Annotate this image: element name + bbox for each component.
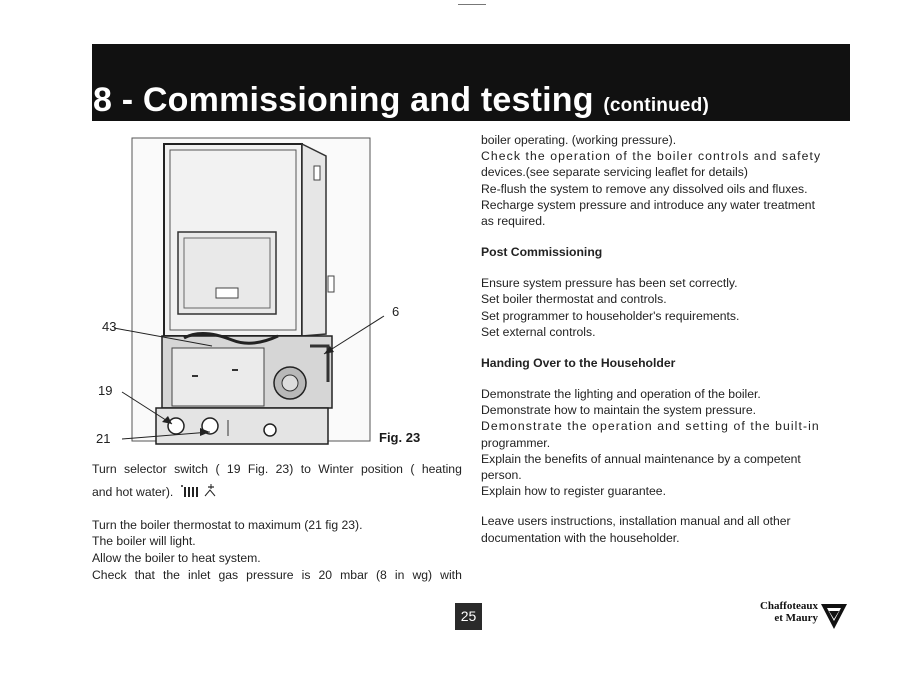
- figure-caption: Fig. 23: [379, 430, 421, 445]
- left-p4: Allow the boiler to heat system.: [92, 551, 261, 566]
- post-item-4: Set external controls.: [481, 324, 596, 339]
- post-item-3: Set programmer to householder's requirements.: [481, 308, 740, 323]
- callout-21: 21: [96, 431, 111, 446]
- word: Turn: [92, 462, 117, 476]
- figure-23: [92, 136, 472, 456]
- page-number: 25: [455, 603, 482, 630]
- word: that: [134, 567, 155, 582]
- page-title-continued: (continued): [603, 95, 710, 116]
- left-line-2: [92, 484, 462, 501]
- hand-line-3: Demonstrate the operation and setting of the built-in: [481, 419, 820, 434]
- word: the: [163, 567, 180, 582]
- word: wg): [412, 567, 433, 582]
- callout-6: 6: [392, 304, 400, 319]
- brand-line-1: Chaffoteaux: [759, 600, 818, 612]
- word: 19: [226, 462, 241, 476]
- word: inlet: [188, 567, 211, 582]
- right-column: [481, 132, 849, 546]
- callout-19: 19: [98, 383, 113, 398]
- word: (: [410, 462, 415, 476]
- word: 20: [318, 567, 333, 582]
- post-item-1: Ensure system pressure has been set correctly.: [481, 276, 738, 291]
- word: switch: [174, 462, 209, 476]
- right-line-1: boiler operating. (working pressure).: [481, 133, 677, 147]
- word: to: [300, 462, 311, 476]
- top-rule: [458, 4, 486, 5]
- word: selector: [124, 462, 167, 476]
- left-p2: Turn the boiler thermostat to maximum (21 fig 23).: [92, 517, 363, 532]
- hand-line-2: Demonstrate how to maintain the system pressure.: [481, 403, 757, 418]
- page-title: [93, 80, 709, 120]
- hand-line-4: programmer.: [481, 435, 551, 450]
- right-line-3: devices.(see separate servicing leaflet for details): [481, 165, 748, 180]
- page-title-main: 8 - Commissioning and testing: [93, 81, 594, 119]
- word: (: [215, 462, 220, 476]
- word: mbar: [340, 567, 368, 582]
- hand-line-1: Demonstrate the lighting and operation of the boiler.: [481, 387, 761, 402]
- boiler-illustration: [92, 136, 472, 456]
- leave-line-1: Leave users instructions, installation manual and all other: [481, 514, 791, 529]
- leave-line-2: documentation with the householder.: [481, 530, 680, 545]
- brand-name: [760, 600, 818, 624]
- right-line-6: as required.: [481, 214, 546, 229]
- right-line-4: Re-flush the system to remove any dissolved oils and fluxes.: [481, 181, 808, 196]
- word: Check: [92, 567, 127, 582]
- hand-line-6: person.: [481, 468, 522, 483]
- word: Winter: [318, 462, 354, 476]
- word: pressure: [246, 567, 294, 582]
- post-commissioning-heading: Post Commissioning: [481, 245, 603, 260]
- word: position: [360, 462, 403, 476]
- hand-line-7: Explain how to register guarantee.: [481, 484, 666, 499]
- word: (8: [376, 567, 387, 582]
- left-column: [92, 461, 462, 584]
- word: is: [301, 567, 311, 582]
- hand-line-5: Explain the benefits of annual maintenance by a competent: [481, 451, 801, 466]
- left-line-1: [92, 461, 462, 478]
- word: with: [440, 567, 462, 582]
- left-line-2-text: and hot water).: [92, 484, 174, 499]
- word: 23): [275, 462, 294, 476]
- word: gas: [218, 567, 239, 582]
- word: heating: [421, 462, 462, 476]
- brand-mark-icon: [820, 602, 848, 630]
- brand-logo: [748, 598, 848, 630]
- word: Fig.: [247, 462, 269, 476]
- right-line-5: Recharge system pressure and introduce any water treatment: [481, 197, 815, 212]
- left-p5: [92, 567, 462, 584]
- post-item-2: Set boiler thermostat and controls.: [481, 292, 667, 307]
- callout-43: 43: [102, 319, 117, 334]
- heating-hot-water-icon: [181, 484, 221, 498]
- word: in: [394, 567, 405, 582]
- brand-line-2: et Maury: [774, 612, 818, 624]
- right-line-2: Check the operation of the boiler controls and safety: [481, 149, 822, 164]
- handing-over-heading: Handing Over to the Householder: [481, 356, 676, 371]
- left-p3: The boiler will light.: [92, 534, 196, 549]
